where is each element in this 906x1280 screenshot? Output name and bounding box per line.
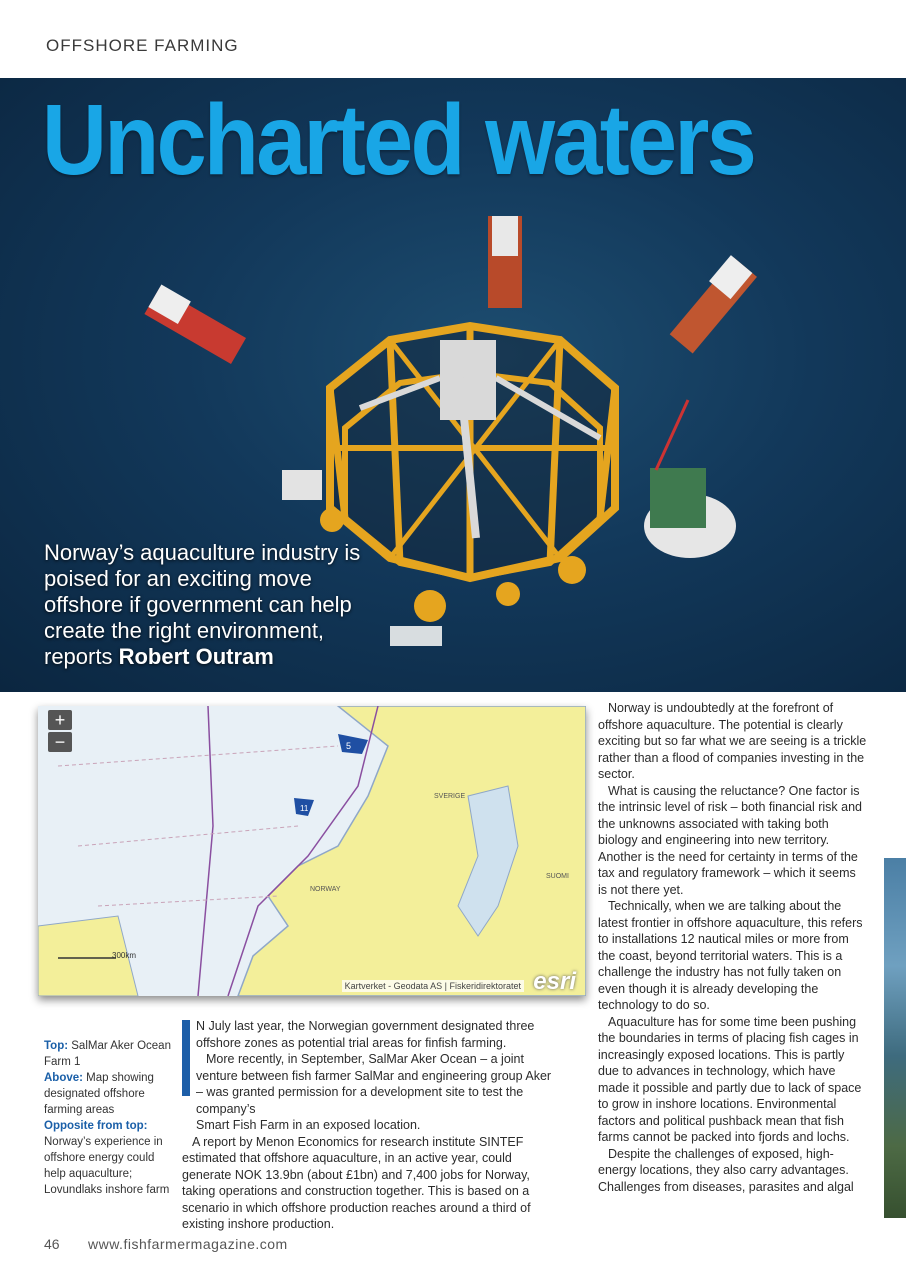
- body-paragraph: Despite the challenges of exposed, high-energy locations, they also carry advantages. Challenges from diseases, parasites and algal: [598, 1146, 854, 1194]
- caption-top: Top: SalMar Aker Ocean Farm 1: [44, 1040, 171, 1068]
- offshore-zones-map: [38, 706, 586, 996]
- body-paragraph: Aquaculture has for some time been pushing the boundaries in terms of placing fish cages in increasingly exposed locations. This is partly due to advances in technology, which have made it possible and partly due to lack of space to grow in inshore locations. Environmental factors and political pushback mean that fish farms cannot be packed into fjords and lochs.: [598, 1014, 862, 1144]
- hero-photo: [0, 78, 906, 692]
- standfirst-text: Norway’s aquaculture industry is poised for an exciting move offshore if government can help create the right environment, reports: [44, 540, 361, 669]
- standfirst-author: Robert Outram: [118, 644, 274, 669]
- vessel-small-bottom: [390, 626, 442, 646]
- marker-11-label: 11: [300, 804, 309, 813]
- map-zoom-out-button[interactable]: −: [48, 732, 72, 752]
- marker-5-label: 5: [346, 741, 352, 751]
- label-sweden: SVERIGE: [434, 793, 466, 800]
- photo-captions: [44, 1038, 176, 1198]
- vessel-top: [488, 216, 522, 308]
- body-paragraph: Norway is undoubtedly at the forefront of offshore aquaculture. The potential is clearly exciting but so far what we are seeing is a trickle rather than a flood of companies investing in the sector.: [598, 701, 867, 781]
- headline: Uncharted waters: [42, 84, 755, 196]
- vessel-small-left: [282, 470, 322, 500]
- opposite-page-photo-edge: [884, 858, 906, 1218]
- label-norway: NORWAY: [310, 886, 341, 893]
- vessel-right: [667, 255, 757, 353]
- body-paragraph: Technically, when we are talking about the latest frontier in offshore aquaculture, this refers to installations 12 nautical miles or more from the coast, beyond territorial waters. This is a challenge the industry has not fully taken on even though it is already developing the technology to do so.: [598, 899, 863, 1012]
- label-scale: 300km: [112, 951, 137, 960]
- standfirst: [44, 540, 364, 670]
- caption-opposite: Opposite from top: Norway’s experience in offshore energy could help aquaculture; Lovundlaks inshore farm: [44, 1120, 170, 1196]
- vessel-left: [144, 285, 248, 364]
- esri-logo: esri: [533, 968, 576, 995]
- label-finland: SUOMI: [546, 873, 569, 880]
- ocean-farm-hub: [440, 340, 496, 420]
- body-paragraph: More recently, in September, SalMar Aker Ocean – a joint venture between fish farmer SalMar and engineering group Aker – was granted permission for a development site to test the company’s: [196, 1052, 552, 1116]
- footer-url: www.fishfarmermagazine.com: [88, 1236, 288, 1252]
- body-paragraph: N July last year, the Norwegian government designated three offshore zones as potential trial areas for finfish farming.: [196, 1019, 535, 1050]
- page-number: 46: [44, 1236, 60, 1252]
- body-paragraph: What is causing the reluctance? One factor is the intrinsic level of risk – both financial risk and the unknowns associated with taking both biology and engineering into new territory. Another is the need for certainty in terms of the tax and regulatory framework – which it seems is not there yet.: [598, 783, 863, 897]
- map-zoom-in-button[interactable]: +: [48, 710, 72, 730]
- caption-above: Above: Map showing designated offshore farming areas: [44, 1072, 154, 1116]
- body-column-right: [598, 700, 868, 1195]
- vessel-bottom-right: [644, 400, 736, 558]
- body-paragraph: Smart Fish Farm in an exposed location.: [196, 1118, 421, 1132]
- map-credit: Kartverket - Geodata AS | Fiskeridirektoratet: [342, 980, 524, 992]
- body-paragraph: A report by Menon Economics for research institute SINTEF estimated that offshore aquaculture, in an active year, could generate NOK 13.9bn (about £1bn) and 7,400 jobs for Norway, taking operations and construction together. This is based on a scenario in which offshore production reaches around a third of existing inshore production.: [182, 1134, 531, 1231]
- section-label: OFFSHORE FARMING: [46, 36, 239, 55]
- body-column-middle: [182, 1018, 560, 1233]
- map-graphic: [38, 706, 586, 996]
